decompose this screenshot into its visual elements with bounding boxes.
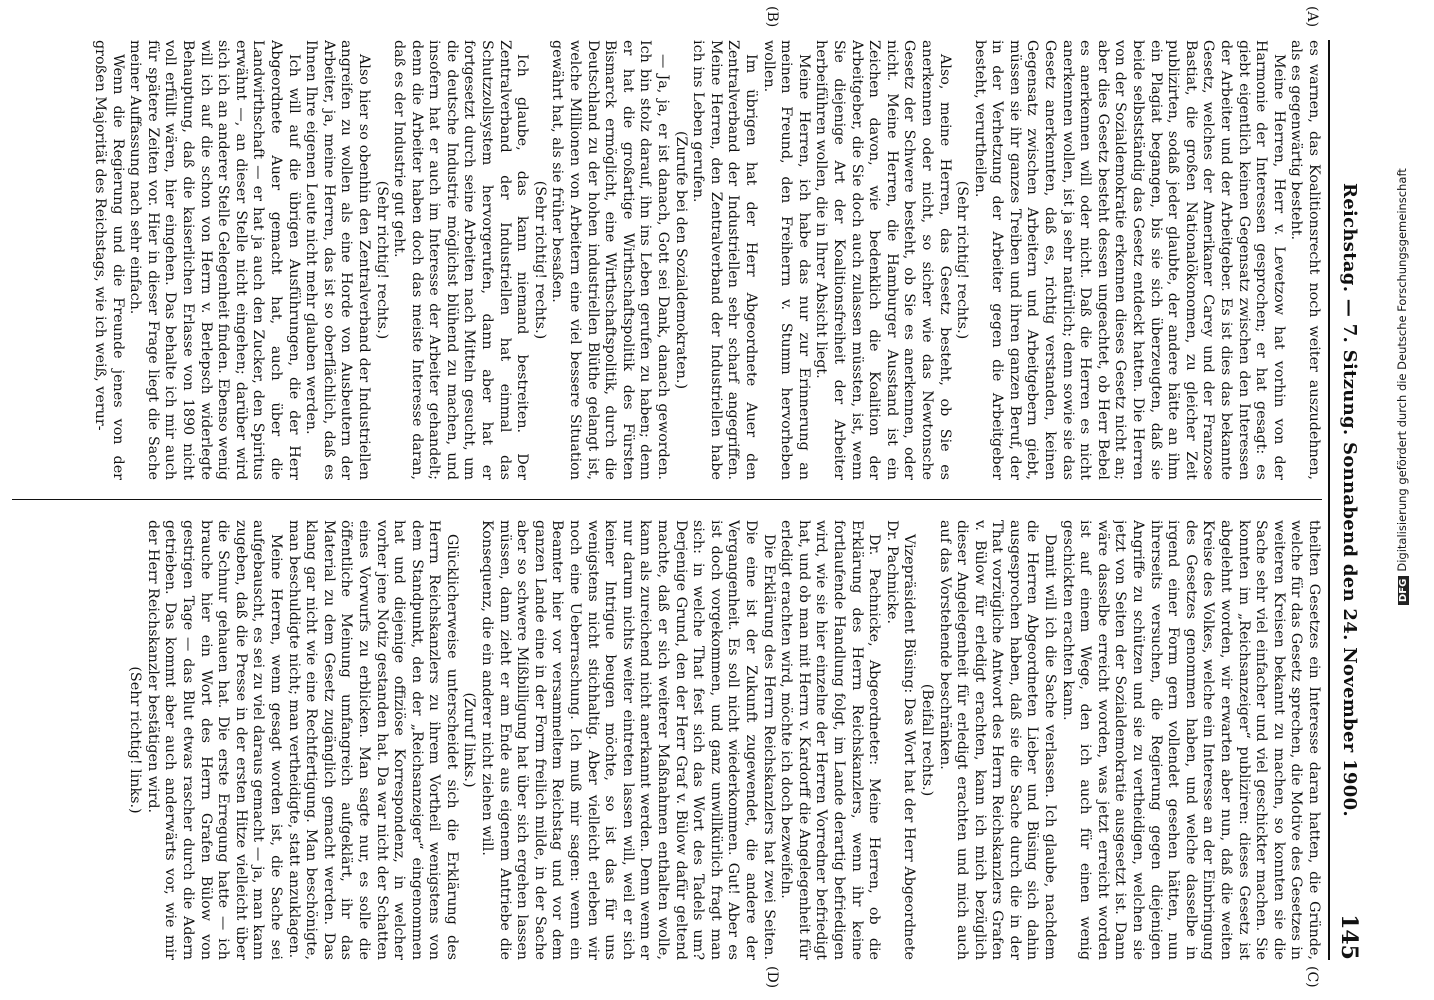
page-title: Reichstag. — 7. Sitzung. Sonnabend den 24. November 1900. — [1339, 183, 1360, 817]
paragraph: Glücklicherweise unterscheidet sich die Erklärung des Herrn Reichskanzlers zu ihrem Vortheil wenigstens von dem Standpunkt, den der „Reichsanzeiger“ eingenommen hat und diejenige offiziöse Korrespondenz, in welcher vorher jene Notiz gestanden hat. Da war nicht der Schatten eines Vorwurfs zu erblicken. Man sagte nur, es solle die öffentliche Meinung umfangreich aufgeklärt, ihr das Material zu dem Gesetz zugänglich gemacht werden. Das klang gar nicht wie eine Rechtfertigung. Man beschönigte, man beschuldigte nicht; man vertheidigte, statt anzuklagen. — [285, 520, 460, 960]
margin-marker-c: (C) — [1304, 966, 1320, 988]
column-divider — [12, 499, 1322, 500]
interjection: (Sehr richtig! rechts.) — [954, 180, 971, 340]
header-rule — [1328, 40, 1330, 960]
paragraph: theilten Gesetzes ein Interesse daran hatten, die Gründe, welche für das Gesetz sprechen, die Motive des Gesetzes in weiteren Kreisen bekannt zu machen, so konnten sie die Sache sehr viel einfacher und viel geschickter machen. Sie konnten im „Reichsanzeiger“ publiziren: dieses Gesetz ist abgelehnt worden, wir erwarten aber nun, daß die weiten Kreise des Volkes, welche ein Interesse an der Einbringung des Gesetzes genommen haben, und welche dasselbe in irgend einer Form gern vollendet gesehen hätten, nun ihrerseits versuchen, die Regierung gegen diejenigen Angriffe zu schützen und sie zu vertheidigen, welchen sie jetzt von Seiten der Sozialdemokratie ausgesetzt ist. Dann wäre dasselbe erreicht worden, was jetzt erreicht worden ist auf einem Wege, den ich auch für einen wenig geschickten erachten kann. — [1059, 520, 1322, 960]
dfg-logo: DFG — [1398, 576, 1409, 605]
interjection: (Beifall rechts.) — [918, 683, 935, 797]
paragraph: Die Erklärung des Herrn Reichskanzlers hat zwei Seiten. Die eine ist der Zukunft zugewendet, die andere der Vergangenheit. Es soll nicht wiederkommen. Gut! Aber es ist doch vorgekommen, und ganz unwillkürlich fragt man sich: in welche That fest sich das Wort des Tadels um? Derjenige Grund, den der Herr Graf v. Bülow dafür geltend machte, daß er sich weiterer Maßnahmen enthalten wolle, kann als zureichend nicht anerkannt werden. Denn wenn er nur darum nichts weiter eintreten lassen will, weil er sich keiner Intrigue beugen möchte, so ist das für uns wenigstens nicht stichhaltig. Aber vielleicht erleben wir noch eine Ueberraschung. Ich muß mir sagen: wenn ein Beamter hier vor versammeltem Reichstag und vor dem ganzen Lande eine in der Form freilich milde, in der Sache aber so schwere Mißbilligung hat über sich ergehen lassen müssen, dann zieht er am Ende aus eigenem Antriebe die Konsequenz, die ein anderer nicht ziehen will. — [479, 520, 777, 960]
paragraph: Dr. Pachnicke, Abgeordneter: Meine Herren, ob die Erklärung des Herrn Reichskanzlers, wenn ihr keine fortlaufende Handlung folgt, im Lande derartig befriedigen wird, wie sie hier einzelne der Herren Vorredner befriedigt hat, und ob man mit Herrn v. Kardorff die Angelegenheit für erledigt erachten wird, möchte ich doch bezweifeln. — [778, 520, 883, 960]
paragraph: Also hier so obenhin den Zentralverband der Industriellen angreifen zu wollen als eine Horde von Ausbeutern der Arbeiter, ja, meine Herren, das ist so oberflächlich, daß es Ihnen Ihre eigenen Leute nicht mehr glauben werden. — [303, 40, 372, 480]
paragraph: es warnen, das Koalitionsrecht noch weiter auszudehnen, als es gegenwärtig besteht. — [1288, 40, 1322, 480]
paragraph: Also, meine Herren, das Gesetz besteht, ob Sie es anerkennen oder nicht, so sicher wie das Newtonsche Gesetz der Schwere besteht, ob Sie es anerkennen, oder nicht. Meine Herren, die Hamburger Ausstand ist ein Zeichen davon, wie bedenklich die Koalition der Arbeitgeber, die Sie doch auch zulassen müssten, ist, wenn Sie diejenige Art der Koalitionsfreiheit der Arbeiter herbeiführen wollen, die in Ihrer Absicht liegt. — [813, 40, 953, 480]
paragraph: Damit will ich die Sache verlassen. Ich glaube, nachdem die Herren Abgeordneten Lieber und Büsing sich dahin ausgesprochen haben, daß sie die Sache durch die in der That vorzügliche Antwort des Herrn Reichskanzlers Grafen v. Bülow für erledigt erachten, kann ich mich bezüglich dieser Angelegenheit für erledigt erachten und mich auch auf das Vorstehende beschränken. — [936, 520, 1059, 960]
margin-marker-a: (A) — [1304, 6, 1320, 28]
paragraph: Meine Herren, wenn gesagt worden ist, die Sache sei aufgebauscht, es sei zu viel daraus gemacht — ja, man kann zugeben, daß die Presse in der ersten Hitze vielleicht über die Schnur gehauen hat. Die erste Erregung hatte — ich brauche hier ein Wort des Herrn Grafen Bülow von gestrigen Tage — das Blut etwas rascher durch die Adern getrieben. Das kommt aber auch anderwärts vor, wie mir der Herr Reichskanzler bestätigen wird. — [144, 520, 284, 960]
margin-marker-b: (B) — [764, 6, 780, 28]
interjection: (Zuruf links.) — [461, 692, 478, 788]
interjection: (Sehr richtig! rechts.) — [373, 180, 390, 340]
interjection: (Zurufe bei den Sozialdemokraten.) — [672, 130, 689, 390]
paragraph: Vizepräsident Büsing: Das Wort hat der Herr Abgeordnete Dr. Pachnicke. — [883, 520, 918, 960]
page-number: 145 — [1336, 914, 1362, 960]
paragraph: Wenn die Regierung und die Freunde jenes von der großen Majorität des Reichstags, wie ich weiß, verur- — [92, 40, 126, 480]
paragraph: Meine Herren, ich habe das nur zur Erinnerung an meinen Freund, den Freiherrn v. Stumm hervorheben wollen. — [760, 40, 812, 480]
paragraph: — Ja, ja, er ist danach, Gott sei Dank, danach geworden. Ich bin stolz darauf, ihn ins Leben gerufen zu haben; denn er hat die großartige Wirthschaftspolitik des Fürsten Bismarck ermöglicht, eine Wirthschaftspolitik, durch die Deutschland zu der hohen industriellen Blüthe gelangt ist, welche Millionen von Arbeitern eine viel bessere Situation gewährt hat, als sie früher besaßen. — [549, 40, 672, 480]
right-column — [12, 520, 1322, 960]
margin-marker-d: (D) — [764, 966, 780, 989]
paragraph: Meine Herren, Herr v. Levetzow hat vorhin von der Harmonie der Interessen gesprochen; er hat gesagt: es giebt eigentlich keinen Gegensatz zwischen den Interessen der Arbeiter und der Arbeitgeber. Es ist dies das bekannte Gesetz, welches der Amerikaner Carey und der Franzose Bastiat, die großen Nationalökonomen, zu gleicher Zeit publizirten, sodaß jeder glaubte, der andere hätte an ihm ein Plagiat begangen, bis sie sich überzeugten, daß sie beide selbstständig das Gesetz entdeckt hatten. Die Herren von der Sozialdemokratie erkennen dieses Gesetz nicht an; aber dies Gesetz besteht dessen ungeachtet, ob Herr Bebel es anerkennen will oder nicht. Daß die Herren es nicht anerkennen wollen, ist ja sehr natürlich; denn sowie sie das Gesetz anerkennten, daß es, richtig verstanden, keinen Gegensatz zwischen Arbeitern und Arbeitgebern giebt, müssen sie ihr ganzes Treiben und ihren ganzen Beruf, der in der Verhetzung der Arbeiter gegen die Arbeitgeber besteht, verurtheilen. — [971, 40, 1287, 480]
credit-text: Digitalisierung gefördert durch die Deutsche Forschungsgemeinschaft — [1395, 168, 1409, 572]
left-column — [12, 40, 1322, 480]
interjection: (Sehr richtig! rechts.) — [531, 180, 548, 340]
digitization-credit — [1395, 168, 1415, 605]
page-header — [1334, 40, 1362, 960]
paragraph: Im übrigen hat der Herr Abgeordnete Auer den Zentralverband der Industriellen sehr scharf angegriffen. Meine Herren, den Zentralverband der Industriellen habe ich ins Leben gerufen. — [690, 40, 759, 480]
interjection: (Sehr richtig! links.) — [127, 666, 144, 814]
paragraph: Ich glaube, das kann niemand bestreiten. Der Zentralverband der Industriellen hat einmal das Schutzzollsystem hervorgerufen, dann aber hat er fortgesetzt durch seine Arbeiten nach Mitteln gesucht, um die deutsche Industrie möglichst blühend zu machen, und insofern hat er auch im Interesse der Arbeiter gehandelt; denn die Arbeiter haben doch das meiste Interesse daran, daß es der Industrie gut geht. — [391, 40, 531, 480]
paragraph: Ich will auf die übrigen Ausführungen, die der Herr Abgeordnete Auer gemacht hat, auch über die Landwirthschaft — er hat ja auch den Zucker, den Spiritus erwähnt —, an dieser Stelle nicht eingehen; darüber wird sich ich an anderer Stelle Gelegenheit finden. Ebenso wenig will ich auf die schon von Herrn v. Berlepsch widerlegte Behauptung, daß die kaiserlichen Erlasse von 1890 nicht voll erfüllt wären, hier eingehen. Das behalte ich mir auch für spätere Zeiten vor. Hier in dieser Frage liegt die Sache meiner Auffassung nach sehr einfach. — [127, 40, 302, 480]
